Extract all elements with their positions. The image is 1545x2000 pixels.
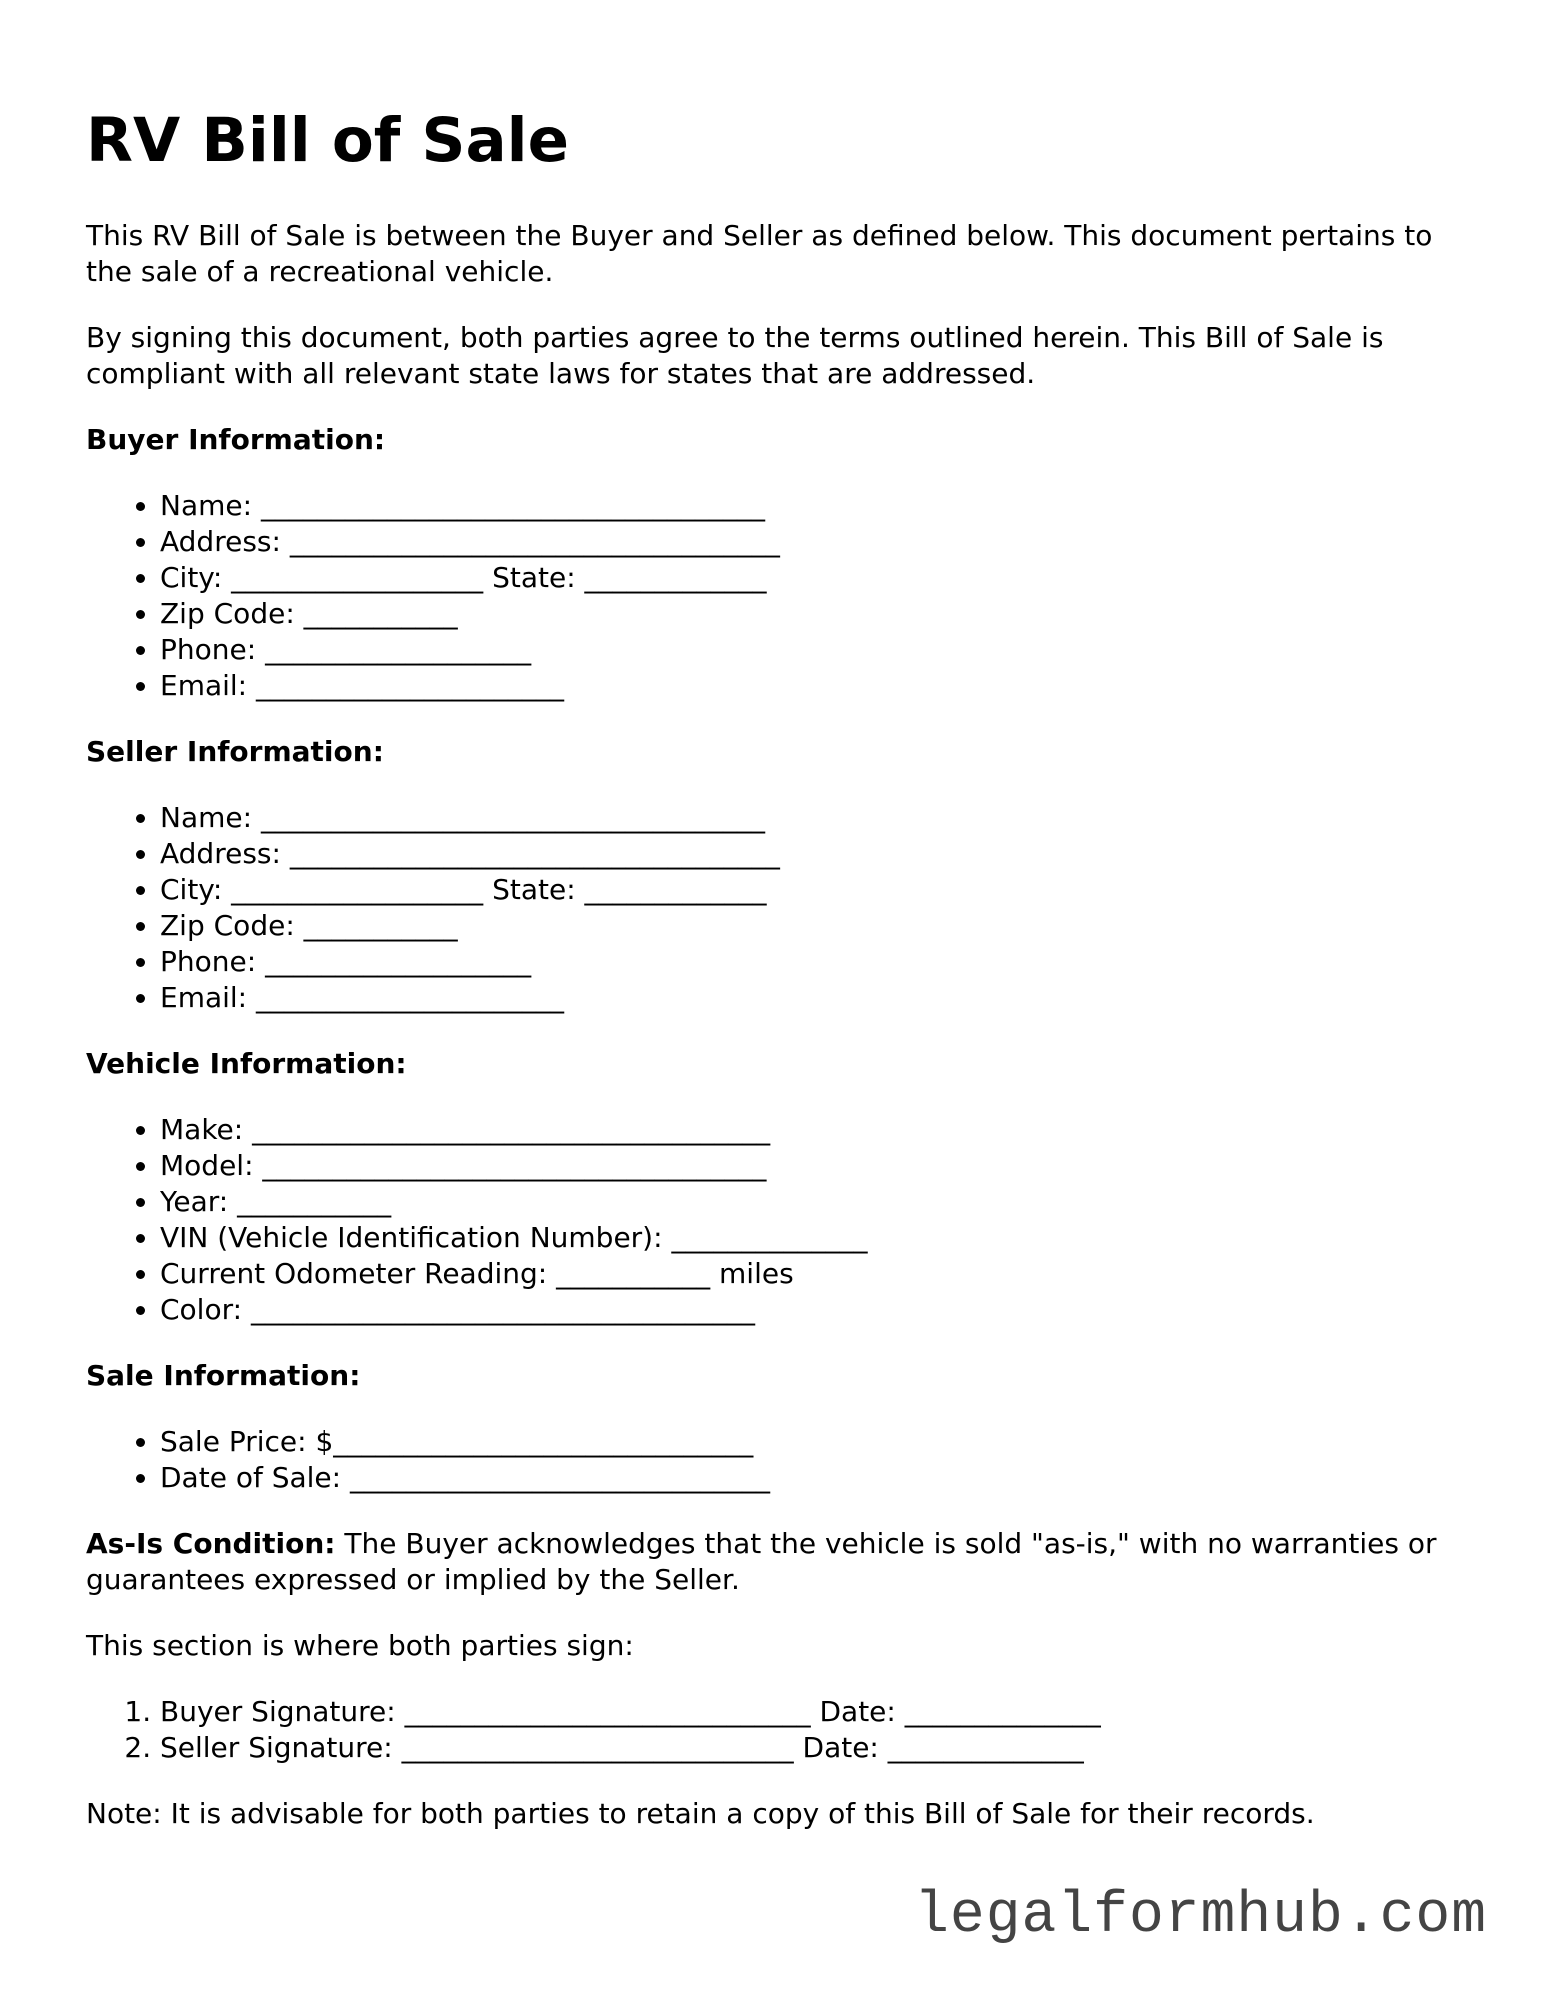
buyer-zip-field: • Zip Code: ___________ — [160, 596, 1466, 632]
as-is-paragraph — [86, 1526, 1466, 1598]
seller-address-field: • Address: ___________________________________ — [160, 836, 1466, 872]
vehicle-heading: Vehicle Information: — [86, 1047, 407, 1080]
vehicle-odometer-field: • Current Odometer Reading: ___________ miles — [160, 1256, 1466, 1292]
buyer-address-field: • Address: ___________________________________ — [160, 524, 1466, 560]
buyer-name-field: • Name: ____________________________________ — [160, 488, 1466, 524]
vehicle-model-field: • Model: ____________________________________ — [160, 1148, 1466, 1184]
note-paragraph: Note: It is advisable for both parties to retain a copy of this Bill of Sale for their records. — [86, 1797, 1315, 1830]
seller-phone-field: • Phone: ___________________ — [160, 944, 1466, 980]
buyer-fields — [86, 488, 1466, 704]
buyer-signature-field: 1. Buyer Signature: _____________________________ Date: ______________ — [160, 1694, 1466, 1730]
sale-heading: Sale Information: — [86, 1359, 361, 1392]
as-is-text: The Buyer acknowledges that the vehicle is sold "as-is," with no warranties or guarantees expressed or implied by the Seller. — [86, 1527, 1437, 1596]
seller-name-field: • Name: ____________________________________ — [160, 800, 1466, 836]
watermark-logo: legalformhub.com — [914, 1884, 1487, 1949]
sale-date-field: • Date of Sale: ______________________________ — [160, 1460, 1466, 1496]
vehicle-make-field: • Make: _____________________________________ — [160, 1112, 1466, 1148]
signature-list — [86, 1694, 1466, 1766]
as-is-label: As-Is Condition: — [86, 1527, 336, 1560]
page-title: RV Bill of Sale — [86, 105, 569, 176]
seller-fields — [86, 800, 1466, 1016]
buyer-email-field: • Email: ______________________ — [160, 668, 1466, 704]
buyer-city-state-field: • City: __________________ State: _____________ — [160, 560, 1466, 596]
vehicle-year-field: • Year: ___________ — [160, 1184, 1466, 1220]
seller-heading: Seller Information: — [86, 735, 384, 768]
seller-city-state-field: • City: __________________ State: _____________ — [160, 872, 1466, 908]
document-page — [86, 100, 1466, 1862]
sign-intro: This section is where both parties sign: — [86, 1629, 634, 1662]
buyer-heading: Buyer Information: — [86, 423, 386, 456]
vehicle-fields — [86, 1112, 1466, 1328]
seller-email-field: • Email: ______________________ — [160, 980, 1466, 1016]
intro-paragraph-1: This RV Bill of Sale is between the Buyer and Seller as defined below. This document pertains to the sale of a recreational vehicle. — [86, 219, 1433, 288]
intro-paragraph-2: By signing this document, both parties agree to the terms outlined herein. This Bill of Sale is compliant with all relevant state laws for states that are addressed. — [86, 321, 1384, 390]
seller-signature-field: 2. Seller Signature: ____________________________ Date: ______________ — [160, 1730, 1466, 1766]
seller-zip-field: • Zip Code: ___________ — [160, 908, 1466, 944]
vehicle-color-field: • Color: ____________________________________ — [160, 1292, 1466, 1328]
sale-fields — [86, 1424, 1466, 1496]
buyer-phone-field: • Phone: ___________________ — [160, 632, 1466, 668]
vehicle-vin-field: • VIN (Vehicle Identification Number): ______________ — [160, 1220, 1466, 1256]
sale-price-field: • Sale Price: $______________________________ — [160, 1424, 1466, 1460]
